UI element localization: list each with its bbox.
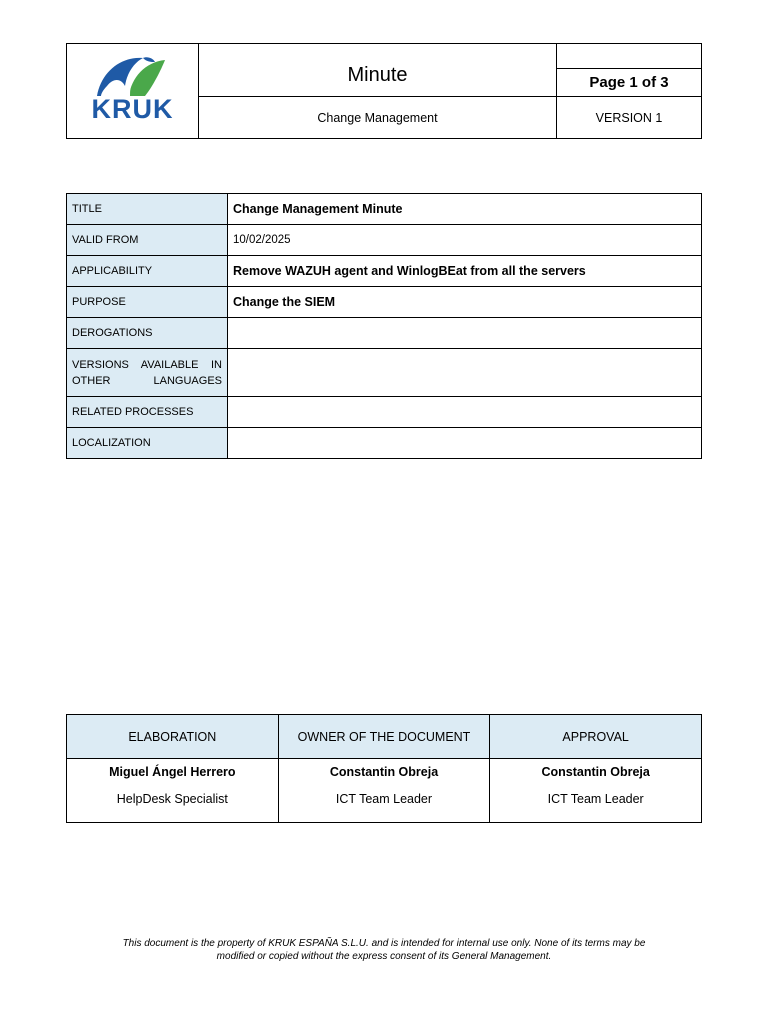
document-subtitle: Change Management xyxy=(317,110,438,125)
info-row-applicability xyxy=(67,256,702,287)
signature-header-row xyxy=(67,715,702,759)
info-row-purpose xyxy=(67,287,702,318)
kruk-bird-logo-icon xyxy=(91,52,175,96)
info-value xyxy=(228,428,702,459)
footer-line: modified or copied without the express consent of its General Management. xyxy=(216,951,552,962)
header-right-column xyxy=(556,44,701,138)
page-number: Page 1 of 3 xyxy=(557,69,701,97)
info-row-versions xyxy=(67,349,702,397)
info-row-valid-from xyxy=(67,225,702,256)
info-label: LOCALIZATION xyxy=(67,428,228,459)
info-value: 10/02/2025 xyxy=(228,225,702,256)
logo-cell xyxy=(67,44,199,138)
signatory-role: ICT Team Leader xyxy=(335,792,433,806)
header-blank-cell xyxy=(557,44,701,69)
info-value: Change the SIEM xyxy=(228,287,702,318)
signature-cell-elaboration xyxy=(67,759,279,823)
info-label: RELATED PROCESSES xyxy=(67,397,228,428)
logo-wordmark: KRUK xyxy=(91,94,174,124)
signatory-name: Miguel Ángel Herrero xyxy=(109,765,236,779)
confidentiality-footer xyxy=(84,937,684,963)
info-value xyxy=(228,318,702,349)
signatory-role: HelpDesk Specialist xyxy=(116,792,228,806)
signature-cell-owner xyxy=(278,759,490,823)
version-label: VERSION 1 xyxy=(595,110,663,125)
info-value xyxy=(228,349,702,397)
signature-table xyxy=(66,714,702,823)
document-info-table xyxy=(66,193,702,459)
signature-cell-approval xyxy=(490,759,702,823)
signatory-name: Constantin Obreja xyxy=(329,765,439,779)
signatory-role: ICT Team Leader xyxy=(547,792,644,806)
info-row-title xyxy=(67,194,702,225)
signature-heading: ELABORATION xyxy=(67,715,279,759)
document-header xyxy=(66,43,702,139)
info-value: Change Management Minute xyxy=(228,194,702,225)
info-row-localization xyxy=(67,428,702,459)
info-label: DEROGATIONS xyxy=(67,318,228,349)
footer-line: This document is the property of KRUK ESPAÑA S.L.U. and is intended for internal use only. None of its terms may be xyxy=(122,938,646,949)
info-label: VERSIONS AVAILABLE IN OTHER LANGUAGES xyxy=(67,349,228,397)
signature-body-row xyxy=(67,759,702,823)
info-row-related-processes xyxy=(67,397,702,428)
info-row-derogations xyxy=(67,318,702,349)
signature-heading: APPROVAL xyxy=(490,715,702,759)
document-title: Minute xyxy=(199,44,556,97)
signatory-name: Constantin Obreja xyxy=(541,765,650,779)
info-label: PURPOSE xyxy=(67,287,228,318)
info-label: VALID FROM xyxy=(67,225,228,256)
info-label: TITLE xyxy=(67,194,228,225)
info-label: APPLICABILITY xyxy=(67,256,228,287)
signature-heading: OWNER OF THE DOCUMENT xyxy=(278,715,490,759)
info-value xyxy=(228,397,702,428)
info-value: Remove WAZUH agent and WinlogBEat from all the servers xyxy=(228,256,702,287)
